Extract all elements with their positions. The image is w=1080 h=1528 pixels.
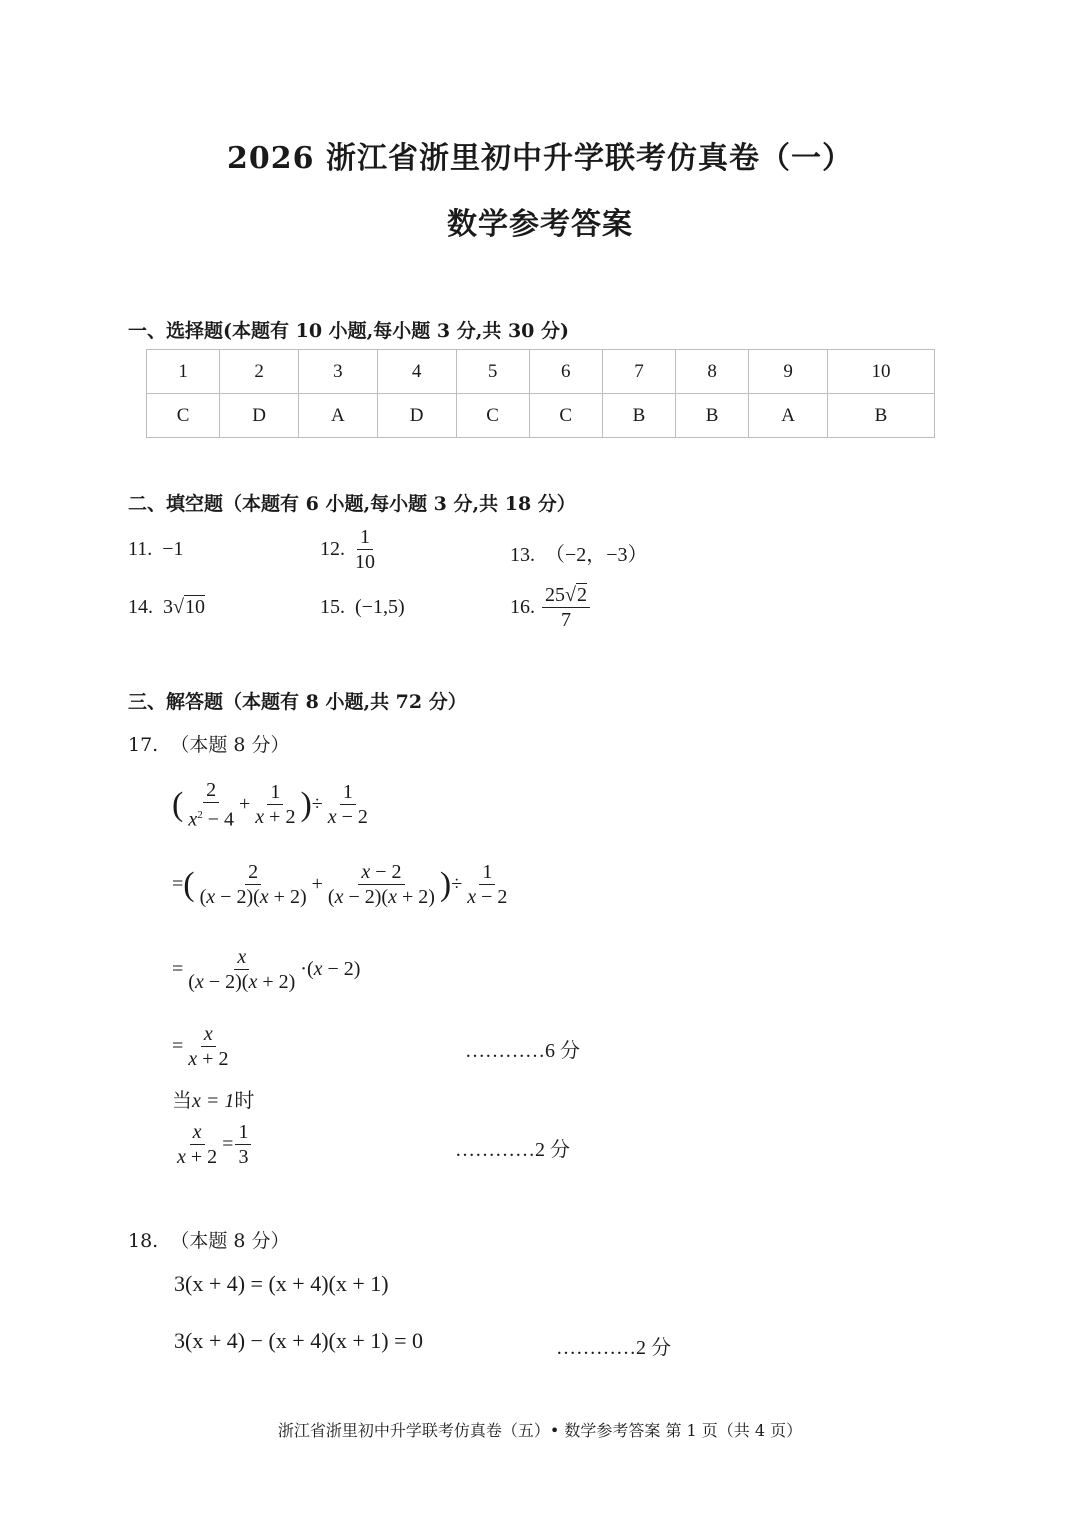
section1-heading: 一、选择题(本题有 10 小题,每小题 3 分,共 30 分) [128,320,569,342]
q11-number: 11. [128,538,153,560]
q12-fraction [352,525,378,574]
q17-step3: = $\frac{x}{(x - 2)(x + 2)}$ ·(x − 2) [172,946,361,993]
q15 [320,596,405,619]
table-cell: 10 [827,350,934,394]
q17-result-denom: 3 [238,1146,249,1168]
q13 [510,538,648,567]
page-footer: 浙江省浙里初中升学联考仿真卷（五）• 数学参考答案 第 1 页（共 4 页） [277,1421,803,1440]
q12-number: 12. [320,538,345,560]
q12-denominator: 10 [355,551,375,573]
table-cell: A [749,394,828,438]
q16-fraction [542,583,590,632]
q17-score-2: …………2 分 [455,1139,570,1161]
q16-number: 16. [510,596,535,618]
q11-answer: −1 [162,538,184,560]
q17-step2: = ( $\frac{2}{(x - 2)(x + 2)}$ + $\frac{x - 2}{(x - 2)(x + 2)}$ ) ÷ $\frac{1}{x - 2}$ [172,861,508,908]
q17-result: $\frac{x}{x + 2}$ = $\frac{1}{3}$ [172,1120,253,1169]
q17-step4: = $\frac{x}{x + 2}$ [172,1023,229,1070]
table-row-numbers [147,350,935,394]
q14-radicand: 10 [184,596,205,618]
q18-line2: 3(x + 4) − (x + 4)(x + 1) = 0 [174,1328,423,1353]
table-cell: 9 [749,350,828,394]
q17-label: 17. [128,734,159,756]
q17-header [128,730,289,757]
table-cell: 6 [529,350,602,394]
q16-radicand: 2 [576,584,587,606]
q17-score-6: …………6 分 [465,1040,580,1062]
q17-condition [172,1084,254,1113]
q15-answer: (−1,5) [355,596,405,618]
table-cell: B [827,394,934,438]
q18-header [128,1226,289,1253]
table-cell: 8 [676,350,749,394]
q17-result-numer: 1 [235,1120,251,1145]
table-cell: 7 [602,350,675,394]
q17-when: 当 [172,1090,192,1112]
q15-number: 15. [320,596,345,618]
q18-line1: 3(x + 4) = (x + 4)(x + 1) [174,1271,389,1296]
q12-numerator: 1 [357,525,373,550]
table-cell: C [147,394,220,438]
q18-label: 18. [128,1230,159,1252]
q11 [128,538,184,561]
q18-score: …………2 分 [556,1337,671,1359]
table-cell: B [676,394,749,438]
table-cell: 1 [147,350,220,394]
table-cell: A [298,394,377,438]
table-cell: B [602,394,675,438]
q14-number: 14. [128,596,153,618]
q14-coefficient: 3 [163,596,173,618]
sqrt-symbol: √ [173,596,184,618]
q17-points: （本题 8 分） [170,734,290,756]
q13-number: 13. [510,544,535,566]
q16-coefficient: 25 [545,584,565,606]
table-row-answers [147,394,935,438]
table-cell: 3 [298,350,377,394]
table-cell: C [529,394,602,438]
section3-heading: 三、解答题（本题有 8 小题,共 72 分） [128,691,467,713]
q13-answer: （−2，−3） [545,544,648,566]
table-cell: D [220,394,299,438]
page-subtitle: 数学参考答案 [447,207,633,242]
q16 [510,583,592,632]
q17-cond: x = 1 [192,1090,235,1112]
table-cell: C [456,394,529,438]
q16-numerator: 25√2 [542,583,590,608]
table-cell: 4 [377,350,456,394]
table-cell: D [377,394,456,438]
table-cell: 5 [456,350,529,394]
q18-points: （本题 8 分） [170,1230,290,1252]
section2-heading: 二、填空题（本题有 6 小题,每小题 3 分,共 18 分） [128,493,576,515]
choice-answer-table [146,349,935,438]
page-title: 2026 浙江省浙里初中升学联考仿真卷（一） [227,141,853,176]
q16-denominator: 7 [560,609,571,631]
q12 [320,525,380,574]
table-cell: 2 [220,350,299,394]
q17-step1: ( $\frac{2}{x^2 - 4}$ + $\frac{1}{x + 2}$ ) ÷ $\frac{1}{x - 2}$ [172,779,368,831]
q14 [128,596,205,619]
q17-shi: 时 [234,1090,255,1112]
